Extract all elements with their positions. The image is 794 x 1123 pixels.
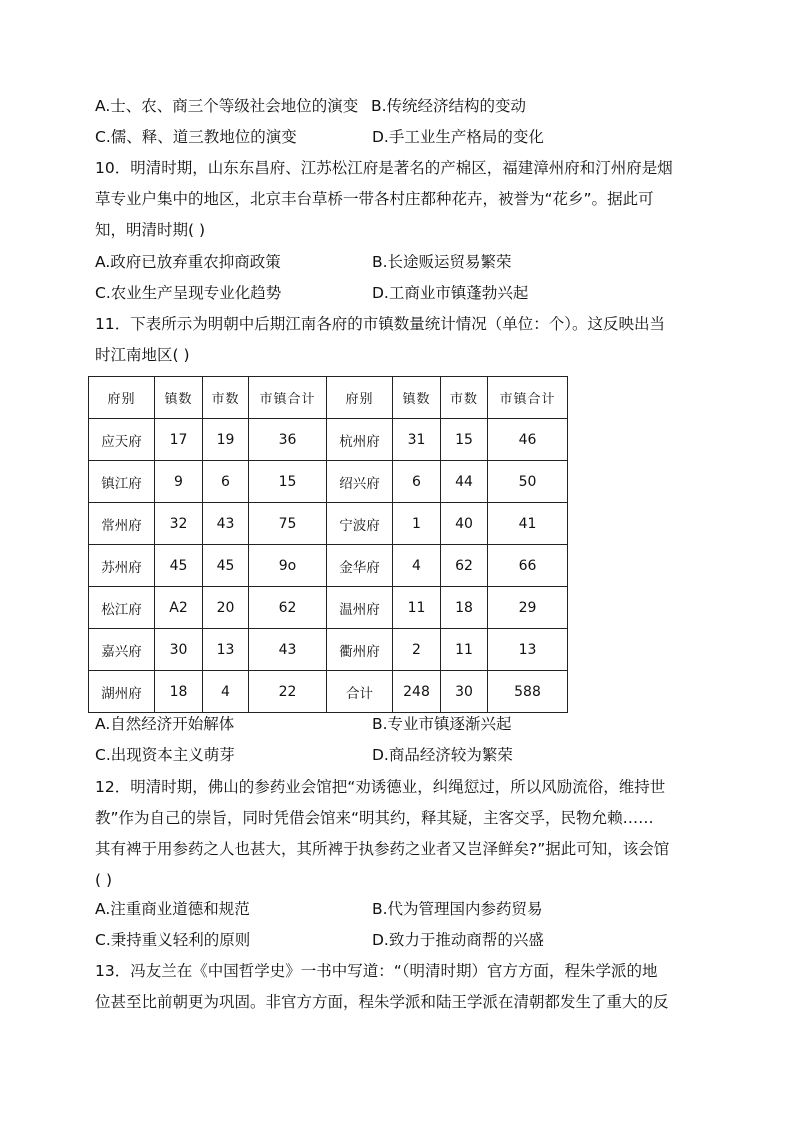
table-cell: 常州府 bbox=[89, 503, 155, 545]
table-cell: 30 bbox=[441, 671, 488, 713]
table-header-cell: 市镇合计 bbox=[488, 377, 568, 419]
q11-option-b[interactable]: B.专业市镇逐渐兴起 bbox=[372, 715, 512, 733]
q9-options-row-1 bbox=[0, 96, 794, 116]
table-cell: 1 bbox=[393, 503, 441, 545]
q10-options-row-1 bbox=[0, 252, 794, 272]
table-cell: 苏州府 bbox=[89, 545, 155, 587]
table-cell: 11 bbox=[441, 629, 488, 671]
table-header-row bbox=[89, 377, 568, 419]
table-cell: 50 bbox=[488, 461, 568, 503]
table-cell: 杭州府 bbox=[327, 419, 393, 461]
q11-option-d[interactable]: D.商品经济较为繁荣 bbox=[372, 746, 513, 764]
table-cell: 46 bbox=[488, 419, 568, 461]
table-cell: 36 bbox=[249, 419, 327, 461]
table-cell: 43 bbox=[249, 629, 327, 671]
q12-stem-line-1: 12．明清时期，佛山的参药业会馆把“劝诱德业，纠绳愆过，所以风励流俗，维持世 bbox=[95, 778, 666, 796]
table-header-cell: 镇数 bbox=[155, 377, 203, 419]
q12-stem-line-3: 其有裨于用参药之人也甚大，其所裨于执参药之业者又岂泽鲜矣?”据此可知，该会馆 bbox=[95, 840, 670, 858]
table-header-cell: 府别 bbox=[327, 377, 393, 419]
q13-stem-line-2: 位甚至比前朝更为巩固。非官方方面，程朱学派和陆王学派在清朝都发生了重大的反 bbox=[95, 993, 669, 1011]
q11-option-c[interactable]: C.出现资本主义萌芽 bbox=[95, 746, 235, 764]
table-cell: 9 bbox=[155, 461, 203, 503]
q9-options-row-2 bbox=[0, 127, 794, 147]
table-cell: 15 bbox=[441, 419, 488, 461]
table-cell: A2 bbox=[155, 587, 203, 629]
table-row bbox=[89, 671, 568, 713]
q10-stem-line-3: 知，明清时期( ) bbox=[95, 221, 206, 239]
table-cell: 32 bbox=[155, 503, 203, 545]
table-cell: 11 bbox=[393, 587, 441, 629]
table-cell: 松江府 bbox=[89, 587, 155, 629]
table-cell: 金华府 bbox=[327, 545, 393, 587]
table-cell: 19 bbox=[203, 419, 249, 461]
table-cell: 9o bbox=[249, 545, 327, 587]
table-cell: 75 bbox=[249, 503, 327, 545]
q9-option-d[interactable]: D.手工业生产格局的变化 bbox=[372, 128, 544, 146]
table-cell: 镇江府 bbox=[89, 461, 155, 503]
table-cell: 衢州府 bbox=[327, 629, 393, 671]
table-cell: 15 bbox=[249, 461, 327, 503]
q12-options-row-2 bbox=[0, 930, 794, 950]
table-cell: 22 bbox=[249, 671, 327, 713]
table-cell: 31 bbox=[393, 419, 441, 461]
table-header-cell: 镇数 bbox=[393, 377, 441, 419]
q11-stem-line-2: 时江南地区( ) bbox=[95, 346, 190, 364]
table-cell: 6 bbox=[203, 461, 249, 503]
table-cell: 30 bbox=[155, 629, 203, 671]
table-cell: 45 bbox=[155, 545, 203, 587]
table-header-cell: 市数 bbox=[203, 377, 249, 419]
table-cell: 248 bbox=[393, 671, 441, 713]
q12-option-b[interactable]: B.代为管理国内参药贸易 bbox=[372, 900, 543, 918]
table-cell: 4 bbox=[393, 545, 441, 587]
q10-stem-line-1: 10．明清时期，山东东昌府、江苏松江府是著名的产棉区，福建漳州府和汀州府是烟 bbox=[95, 159, 673, 177]
table-cell: 2 bbox=[393, 629, 441, 671]
q10-option-c[interactable]: C.农业生产呈现专业化趋势 bbox=[95, 284, 282, 302]
table-header-cell: 市数 bbox=[441, 377, 488, 419]
table-cell: 13 bbox=[488, 629, 568, 671]
table-cell: 588 bbox=[488, 671, 568, 713]
table-cell: 17 bbox=[155, 419, 203, 461]
q12-option-a[interactable]: A.注重商业道德和规范 bbox=[95, 900, 250, 918]
market-town-table bbox=[88, 376, 568, 713]
table-cell: 湖州府 bbox=[89, 671, 155, 713]
table-row bbox=[89, 419, 568, 461]
table-cell: 40 bbox=[441, 503, 488, 545]
table-cell: 温州府 bbox=[327, 587, 393, 629]
q11-options-row-2 bbox=[0, 745, 794, 765]
q12-options-row-1 bbox=[0, 899, 794, 919]
table-cell: 20 bbox=[203, 587, 249, 629]
q11-option-a[interactable]: A.自然经济开始解体 bbox=[95, 715, 235, 733]
table-row bbox=[89, 545, 568, 587]
q9-option-b[interactable]: B.传统经济结构的变动 bbox=[371, 97, 527, 115]
q9-option-c[interactable]: C.儒、释、道三教地位的演变 bbox=[95, 128, 297, 146]
table-cell: 45 bbox=[203, 545, 249, 587]
q13-stem-line-1: 13．冯友兰在《中国哲学史》一书中写道：“（明清时期）官方方面，程朱学派的地 bbox=[95, 962, 658, 980]
q10-stem-line-2: 草专业户集中的地区，北京丰台草桥一带各村庄都种花卉，被誉为“花乡”。据此可 bbox=[95, 190, 654, 208]
q9-option-a[interactable]: A.士、农、商三个等级社会地位的演变 bbox=[95, 97, 359, 115]
table-cell: 18 bbox=[441, 587, 488, 629]
table-cell: 62 bbox=[249, 587, 327, 629]
table-row bbox=[89, 587, 568, 629]
q10-option-b[interactable]: B.长途贩运贸易繁荣 bbox=[372, 253, 512, 271]
q10-option-d[interactable]: D.工商业市镇蓬勃兴起 bbox=[372, 284, 529, 302]
table-row bbox=[89, 503, 568, 545]
table-cell: 29 bbox=[488, 587, 568, 629]
table-cell: 44 bbox=[441, 461, 488, 503]
q12-option-d[interactable]: D.致力于推动商帮的兴盛 bbox=[372, 931, 544, 949]
table-cell: 应天府 bbox=[89, 419, 155, 461]
q10-options-row-2 bbox=[0, 283, 794, 303]
table-cell: 绍兴府 bbox=[327, 461, 393, 503]
table-cell: 18 bbox=[155, 671, 203, 713]
q11-options-row-1 bbox=[0, 714, 794, 734]
table-cell: 嘉兴府 bbox=[89, 629, 155, 671]
q11-stem-line-1: 11．下表所示为明朝中后期江南各府的市镇数量统计情况（单位：个）。这反映出当 bbox=[95, 315, 665, 333]
table-cell: 6 bbox=[393, 461, 441, 503]
q12-stem-line-2: 教”作为自己的崇旨，同时凭借会馆来“明其约，释其疑，主客交孚，民物允赖…… bbox=[95, 809, 654, 827]
table-cell: 41 bbox=[488, 503, 568, 545]
q12-stem-line-4: ( ) bbox=[95, 871, 113, 889]
table-cell: 66 bbox=[488, 545, 568, 587]
q12-option-c[interactable]: C.秉持重义轻利的原则 bbox=[95, 931, 251, 949]
table-cell: 62 bbox=[441, 545, 488, 587]
q10-option-a[interactable]: A.政府已放弃重农抑商政策 bbox=[95, 253, 281, 271]
table-cell: 13 bbox=[203, 629, 249, 671]
table-row bbox=[89, 461, 568, 503]
table-header-cell: 府别 bbox=[89, 377, 155, 419]
table-cell: 宁波府 bbox=[327, 503, 393, 545]
table-header-cell: 市镇合计 bbox=[249, 377, 327, 419]
table-cell: 43 bbox=[203, 503, 249, 545]
table-cell: 4 bbox=[203, 671, 249, 713]
table-row bbox=[89, 629, 568, 671]
table-cell: 合计 bbox=[327, 671, 393, 713]
